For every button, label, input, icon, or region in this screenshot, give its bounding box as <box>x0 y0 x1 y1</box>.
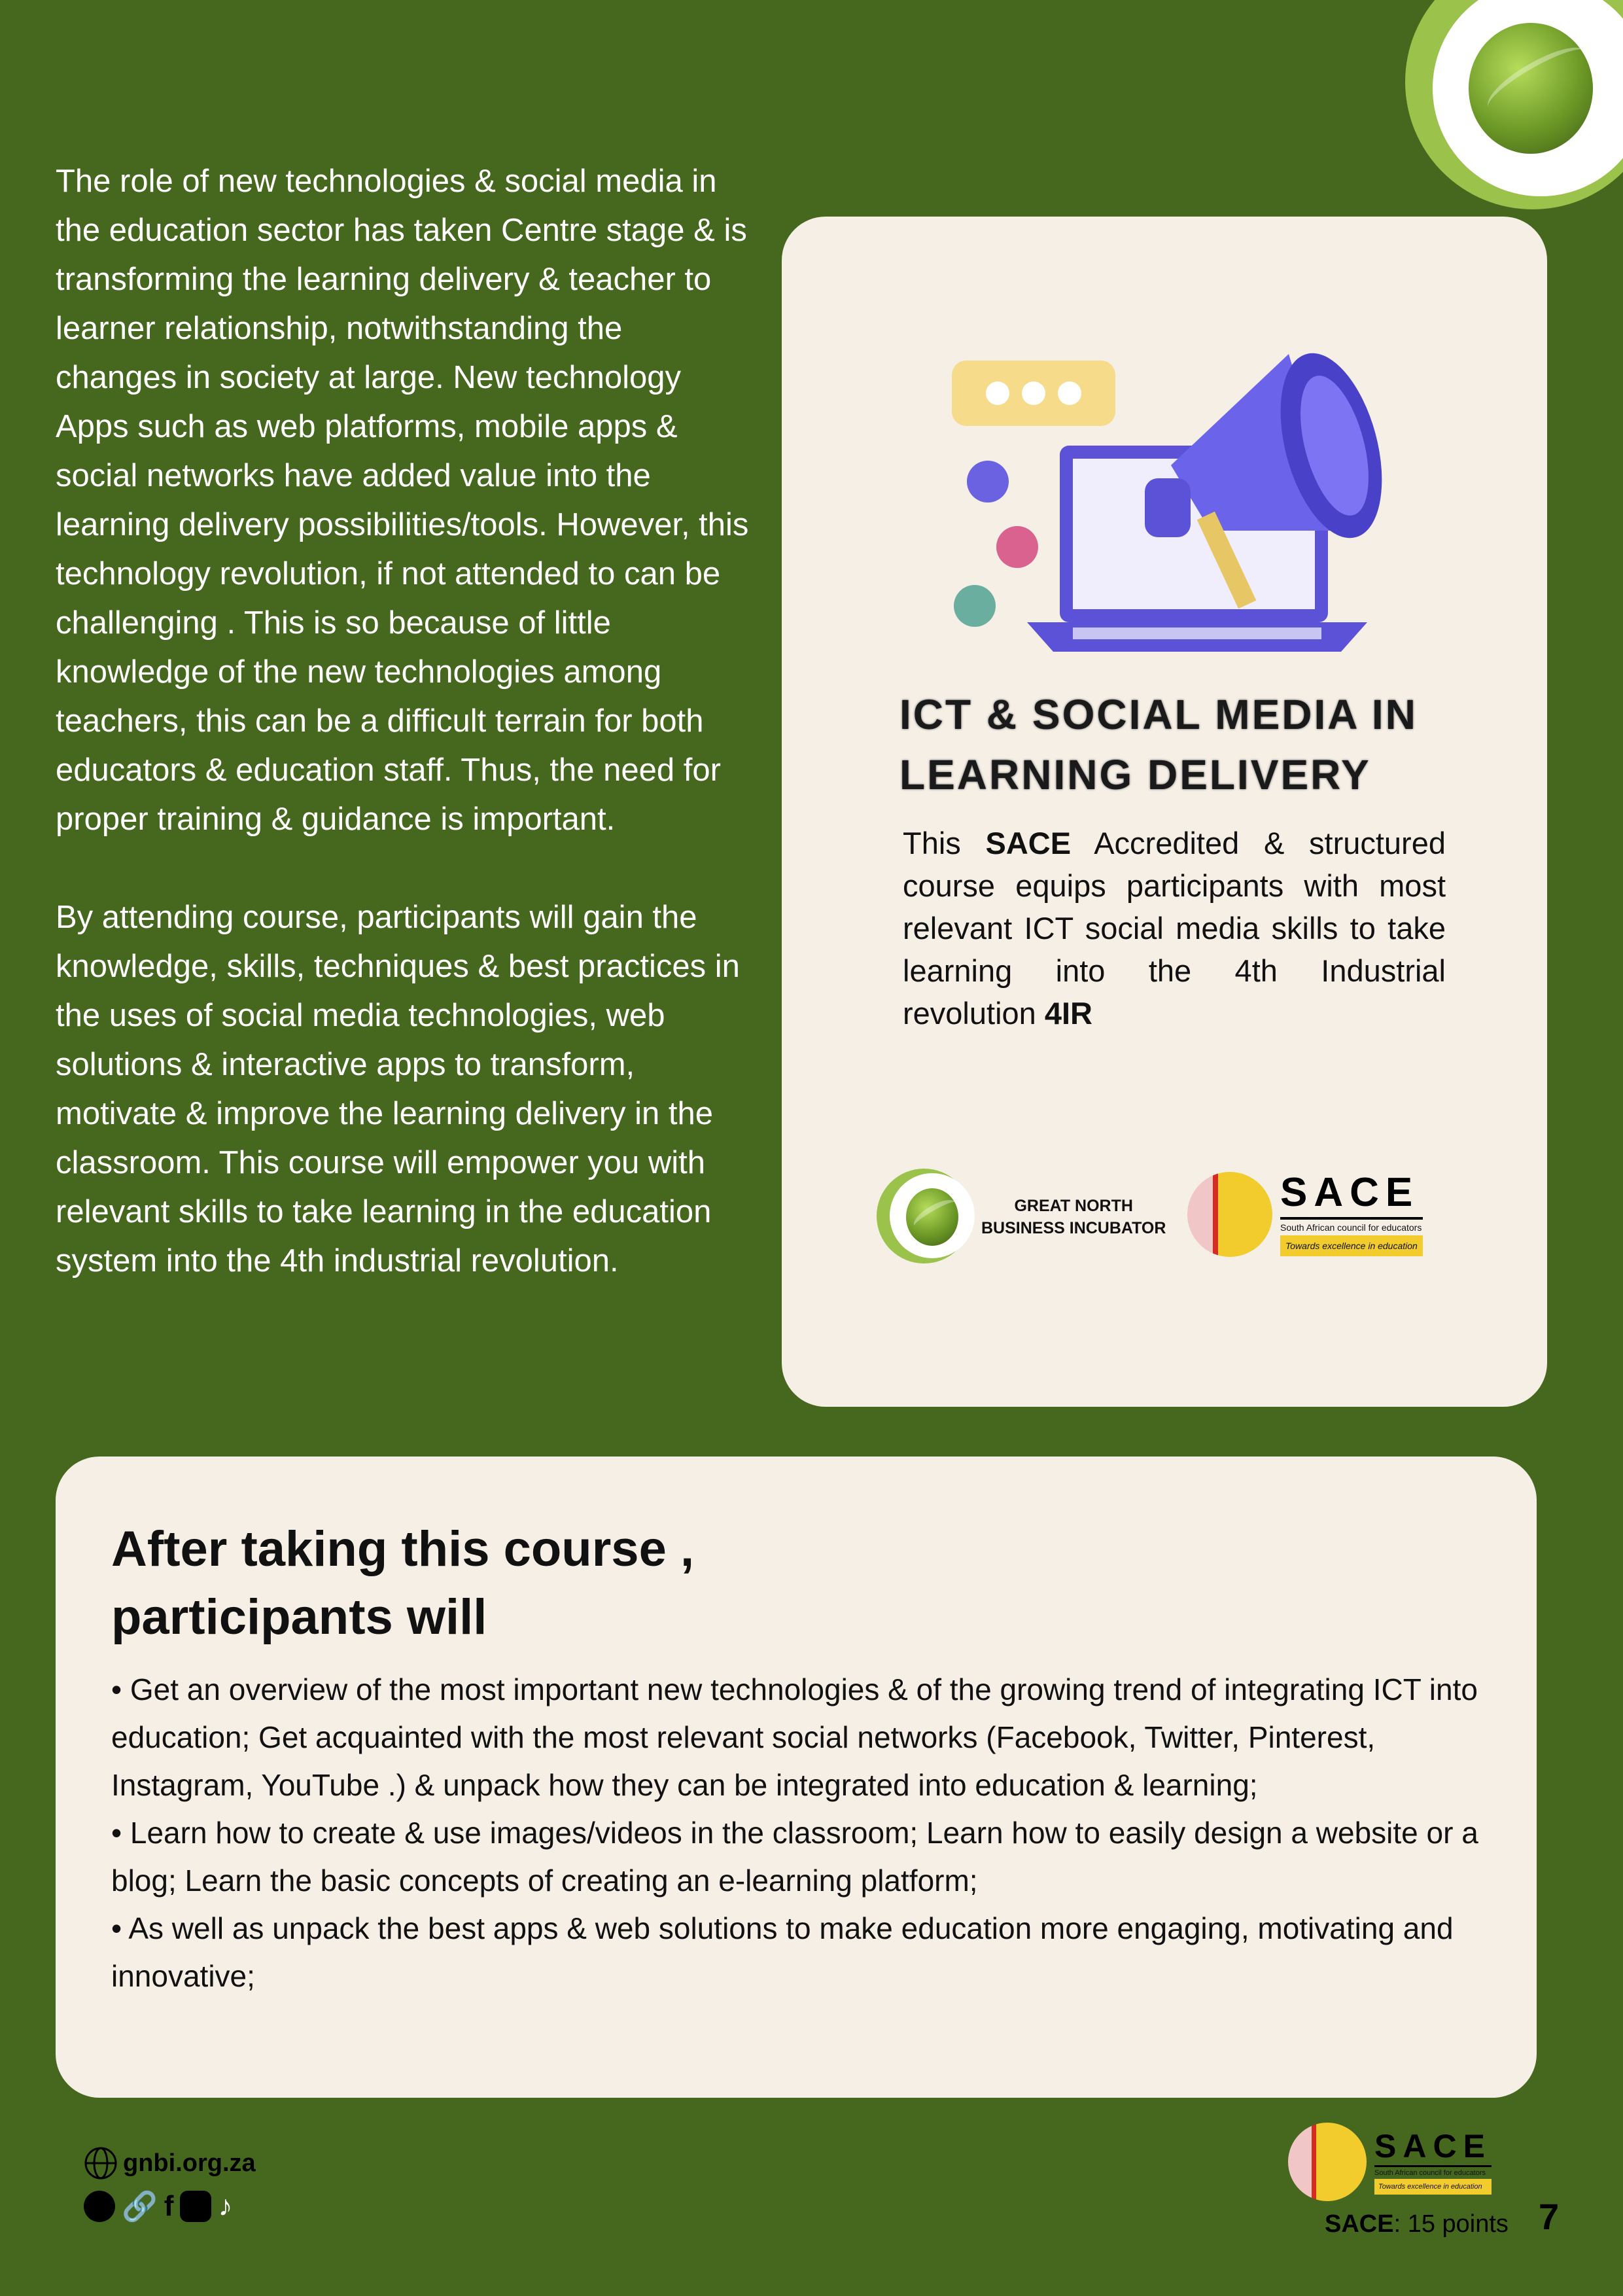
tiktok-icon[interactable]: ♪ <box>218 2190 233 2222</box>
gnbi-globe-logo <box>1469 23 1593 154</box>
link-icon[interactable]: 🔗 <box>122 2191 158 2223</box>
outcomes-heading <box>111 1515 896 1651</box>
heading-line-2: participants will <box>111 1589 487 1645</box>
intro-paragraph-1: The role of new technologies & social media in the education sector has taken Centre stage & is transforming the learning delivery & teacher to learner relationship, notwithstanding the changes in society at large. New technology Apps such as web platforms, mobile apps & social networks have added value into the learning delivery possibilities/tools. However, this technology revolution, if not attended to can be challenging . This is so because of little knowledge of the new technologies among teachers, this can be a difficult terrain for both educators & education staff. Thus, the need for proper training & guidance is important. <box>56 164 749 837</box>
instagram-icon[interactable] <box>180 2191 211 2222</box>
points-value: : 15 points <box>1393 2210 1509 2238</box>
gnbi-globe-icon <box>906 1188 958 1246</box>
sace-points <box>1325 2210 1509 2238</box>
page-number: 7 <box>1539 2196 1560 2237</box>
sace-subtitle: South African council for educators <box>1280 1222 1422 1233</box>
bold-text: 4IR <box>1044 996 1092 1031</box>
card-description <box>903 822 1446 1034</box>
list-item: • Learn how to create & use images/videos in the classroom; Learn how to easily design a website or a blog; Learn the basic concepts of creating an e-learning platform; <box>111 1816 1478 1898</box>
text: This <box>903 826 986 860</box>
sace-tagline: Towards excellence in education <box>1280 1235 1423 1256</box>
outcomes-card <box>56 1457 1537 2098</box>
heading-line-1: After taking this course , <box>111 1521 695 1577</box>
twitter-icon[interactable] <box>84 2191 115 2222</box>
facebook-icon[interactable]: f <box>164 2190 174 2222</box>
sace-word: SACE <box>1374 2130 1492 2167</box>
list-item: • As well as unpack the best apps & web solutions to make education more engaging, motivating and innovative; <box>111 1911 1454 1993</box>
bold-text: SACE <box>985 826 1072 860</box>
card-title-line-2: LEARNING DELIVERY <box>899 751 1371 798</box>
website-link[interactable]: gnbi.org.za <box>123 2149 256 2177</box>
sace-word: SACE <box>1280 1173 1423 1220</box>
footer-sace-logo <box>1288 2123 1492 2201</box>
list-item: • Get an overview of the most important new technologies & of the growing trend of integrating ICT into education; Get acquainted with the most relevant social networks (Facebook, Twitter, Pinterest, Instagram, YouTube .) & unpack how they can be integrated into education & learning; <box>111 1672 1478 1802</box>
sace-emblem <box>1187 1172 1272 1257</box>
card-title-line-1: ICT & SOCIAL MEDIA IN <box>899 691 1418 738</box>
gnbi-name <box>981 1195 1166 1239</box>
gnbi-name-line-1: GREAT NORTH <box>1014 1197 1133 1215</box>
footer-contact <box>84 2146 256 2223</box>
intro-text <box>56 157 749 1335</box>
megaphone-laptop-illustration <box>949 315 1433 655</box>
outcomes-list <box>111 1666 1485 2000</box>
sace-wordmark <box>1374 2127 1492 2195</box>
sace-logo <box>1187 1172 1423 1257</box>
sace-subtitle: South African council for educators <box>1374 2168 1486 2177</box>
text: Accredited & structured course equips participants with most relevant ICT social media skills to take learning into the 4th Industrial revolution <box>903 826 1446 1031</box>
intro-paragraph-2: By attending course, participants will gain the knowledge, skills, techniques & best practices in the uses of social media technologies, web solutions & interactive apps to transform, motivate & improve the learning delivery in the classroom. This course will empower you with relevant skills to take learning in the education system into the 4th industrial revolution. <box>56 900 740 1279</box>
globe-icon <box>84 2146 118 2180</box>
course-card <box>782 217 1547 1407</box>
gnbi-name-line-2: BUSINESS INCUBATOR <box>981 1219 1166 1237</box>
points-label: SACE <box>1325 2210 1394 2238</box>
card-title <box>899 684 1418 805</box>
sace-wordmark <box>1280 1170 1423 1256</box>
sace-emblem <box>1288 2123 1367 2201</box>
sace-tagline: Towards excellence in education <box>1374 2179 1492 2195</box>
